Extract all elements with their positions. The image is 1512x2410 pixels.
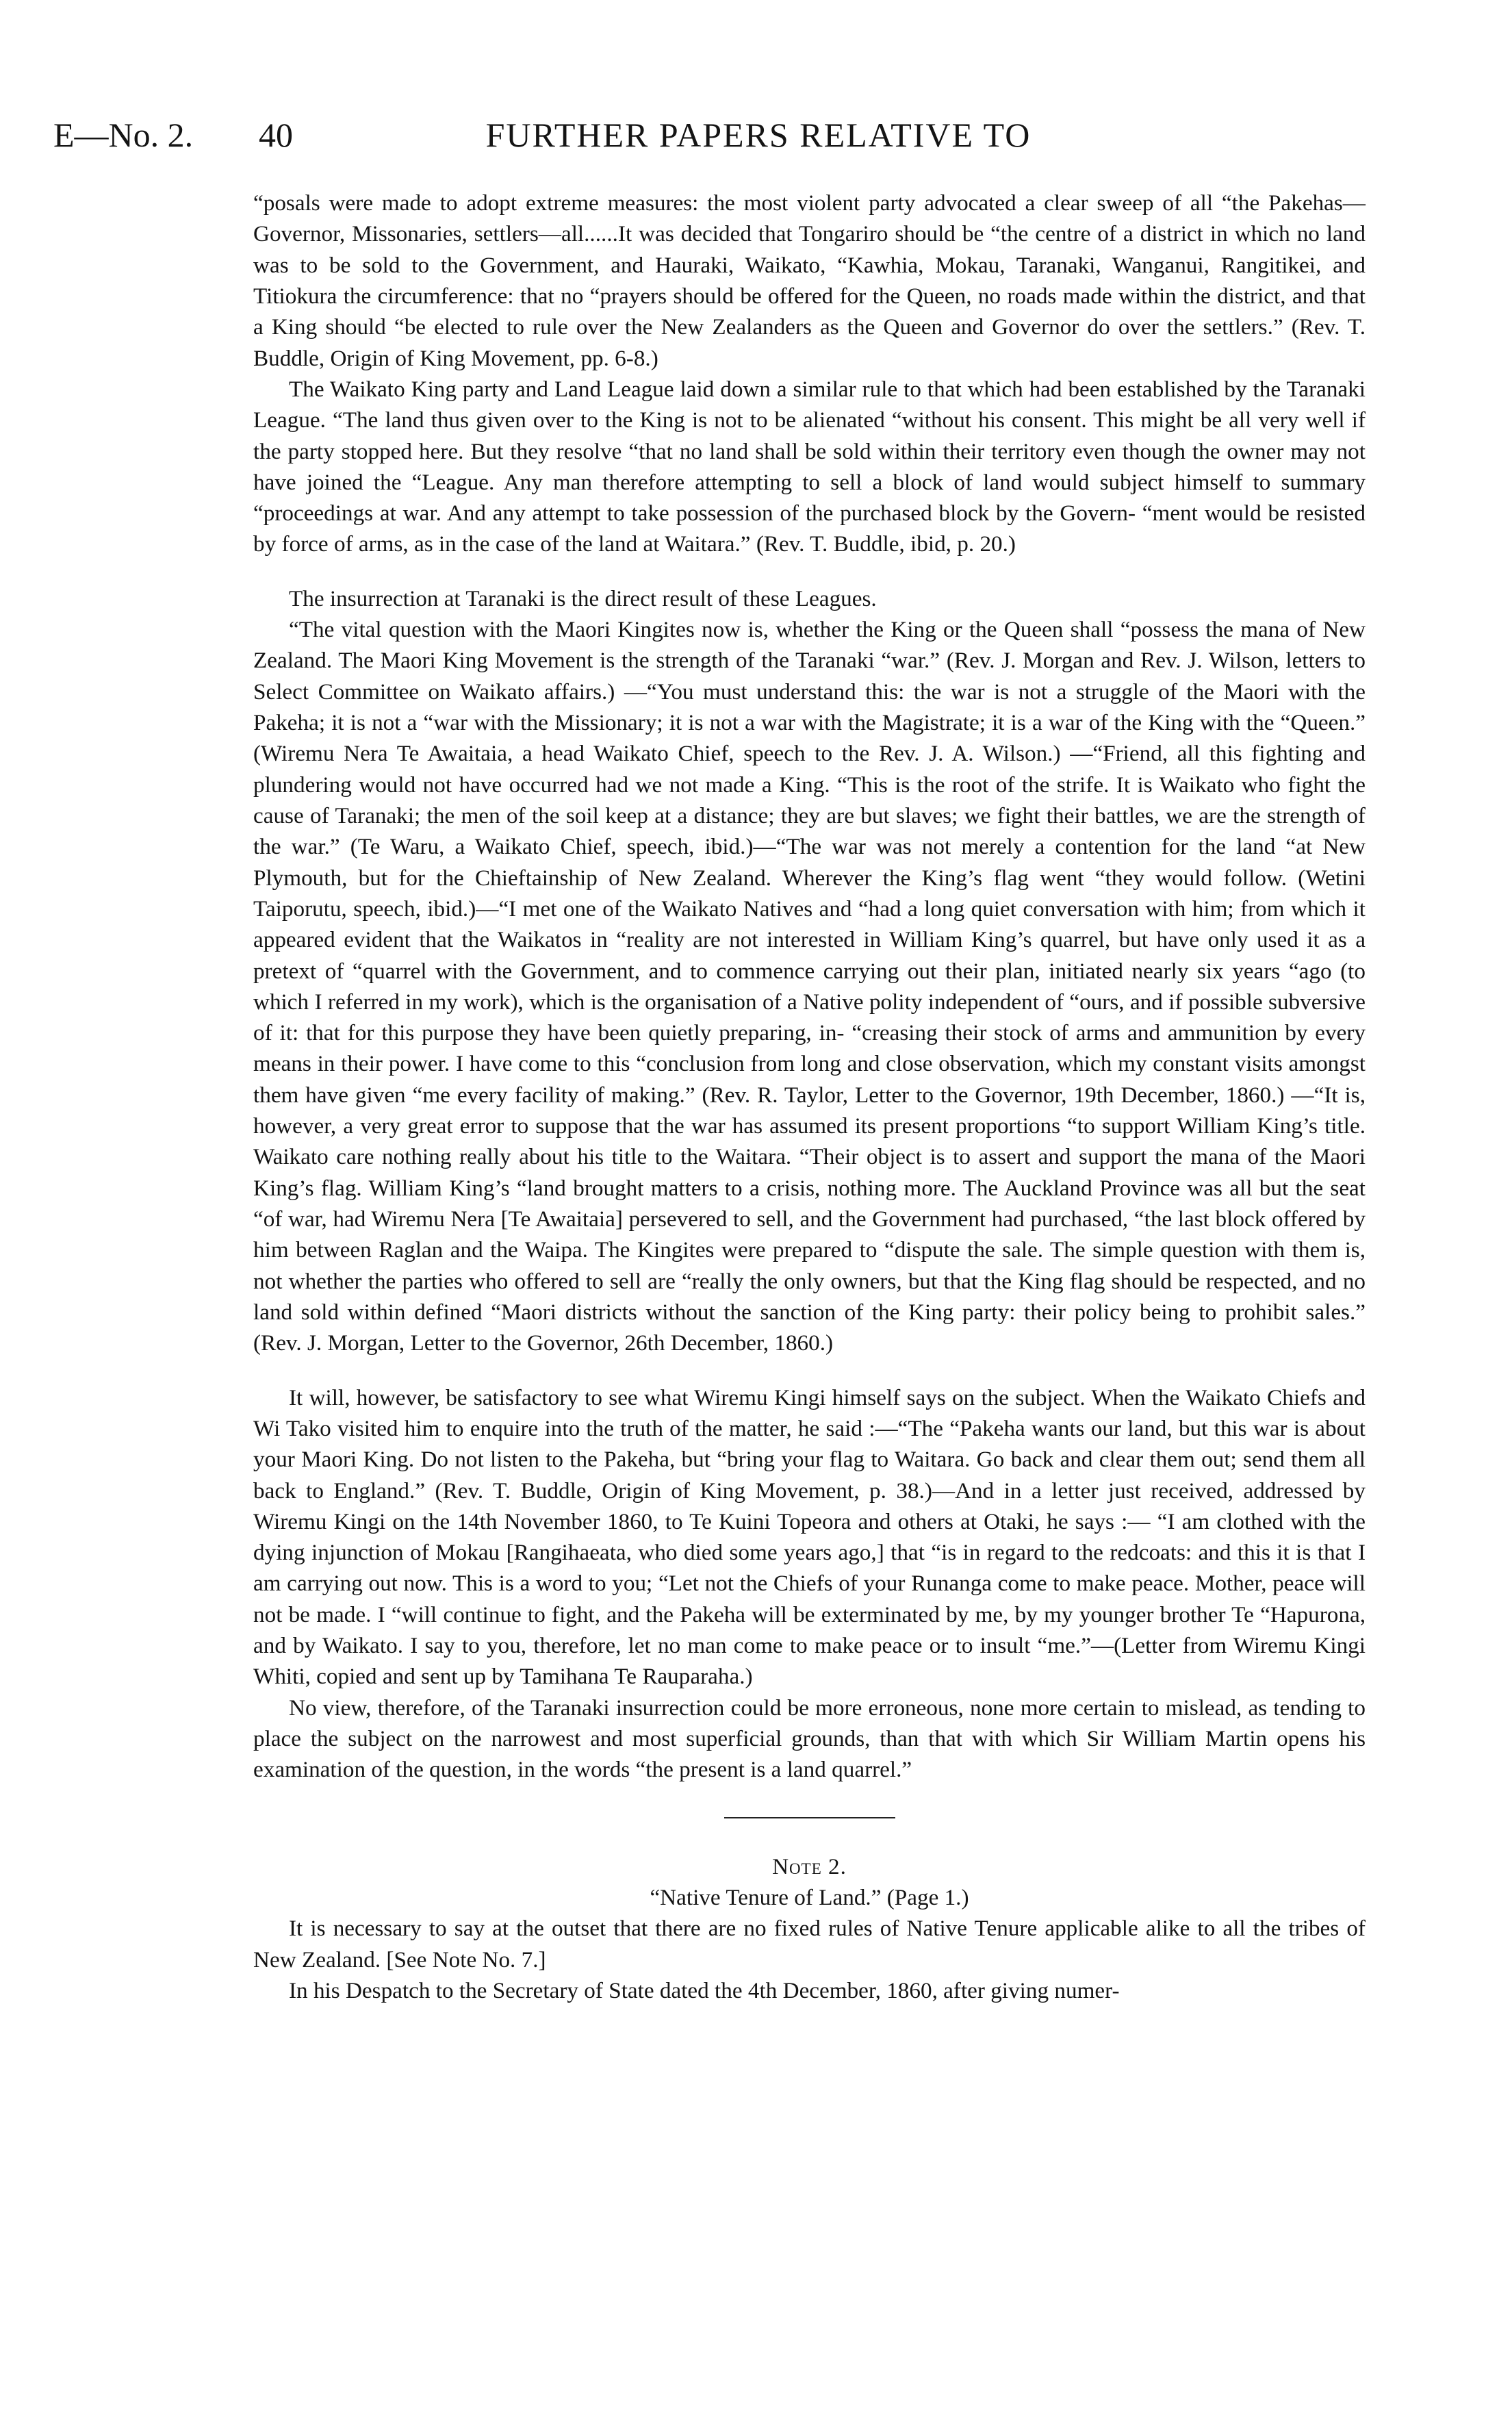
page-header <box>53 115 1463 170</box>
paper-reference: E—No. 2. <box>53 116 194 154</box>
body-text <box>253 188 1366 2006</box>
paragraph-wiremu-kingi: It will, however, be satisfactory to see what Wiremu Kingi himself says on the subject. When the Waikato Chiefs and Wi Tako visited him to enquire into the truth of the matter, he said :—“The “Pakeha wants our land, but this war is about your Maori King. Do not listen to the Pakeha, but “bring your flag to Waitara. Go back and clear them out; send them all back to England.” (Rev. T. Buddle, Origin of King Movement, p. 38.)—And in a letter just received, addressed by Wiremu Kingi on the 14th November 1860, to Te Kuini Topeora and others at Otaki, he says :— “I am clothed with the dying injunction of Mokau [Rangihaeata, who died some years ago,] that “is in regard to the redcoats: and this it is that I am carrying out now. This is a word to you; “Let not the Chiefs of your Runanga come to make peace. Mother, peace will not be made. I “will continue to fight, and the Pakeha will be exterminated by me, by my younger brother Te “Hapurona, and by Waikato. I say to you, therefore, let no man come to make peace or to insult “me.”—(Letter from Wiremu Kingi Whiti, copied and sent up by Tamihana Te Rauparaha.) <box>253 1384 1366 1690</box>
paragraph-native-tenure: It is necessary to say at the outset that there are no fixed rules of Native Tenure applicable alike to all the tribes of New Zealand. [See Note No. 7.] <box>253 1916 1366 1973</box>
paragraph-insurrection: The insurrection at Taranaki is the direct result of these Leagues. <box>289 585 877 611</box>
paragraph-despatch: In his Despatch to the Secretary of State dated the 4th December, 1860, after giving numer- <box>289 1977 1120 2003</box>
paragraph-quote-continuation: “posals were made to adopt extreme measures: the most violent party advocated a clear sweep of all “the Pakehas—Governor, Missonaries, settlers—all......It was decided that Tongariro should be “the centre of a district in which no land was to be sold to the Government, and Hauraki, Waikato, “Kawhia, Mokau, Taranaki, Wanganui, Rangitikei, and Titiokura the circumference: that no “prayers should be offered for the Queen, no roads made within the district, and that a King should “be elected to rule over the New Zealanders as the Queen and Governor do over the settlers.” (Rev. T. Buddle, Origin of King Movement, pp. 6-8.) <box>253 190 1366 371</box>
running-title: FURTHER PAPERS RELATIVE TO <box>485 116 1032 154</box>
section-divider <box>724 1817 895 1818</box>
page-number: 40 <box>259 116 293 154</box>
paragraph-conclusion: No view, therefore, of the Taranaki insurrection could be more erroneous, none more certain to mislead, as tending to place the subject on the narrowest and most superficial grounds, than that with which Sir William Martin opens his examination of the question, in the words “the present is a land quarrel.” <box>253 1695 1366 1783</box>
paragraph-land-league: The Waikato King party and Land League laid down a similar rule to that which had been established by the Taranaki League. “The land thus given over to the King is not to be alienated “without his consent. This might be all very well if the party stopped here. But they resolve “that no land shall be sold within their territory even though the owner may not have joined the “League. Any man therefore attempting to sell a block of land would subject himself to summary “proceedings at war. And any attempt to take possession of the purchased block by the Govern- “ment would be resisted by force of arms, as in the case of the land at Waitara.” (Rev. T. Buddle, ibid, p. 20.) <box>253 376 1366 557</box>
note-heading: Note 2. <box>772 1853 847 1879</box>
note-subtitle: “Native Tenure of Land.” (Page 1.) <box>650 1884 969 1910</box>
paragraph-kingite-quotes: “The vital question with the Maori Kingites now is, whether the King or the Queen shall “possess the mana of New Zealand. The Maori King Movement is the strength of the Taranaki “war.” (Rev. J. Morgan and Rev. J. Wilson, letters to Select Committee on Waikato affairs.) —“You must understand this: the war is not a struggle of the Maori with the Pakeha; it is not a “war with the Missionary; it is not a war with the Magistrate; it is a war of the King with the “Queen.” (Wiremu Nera Te Awaitaia, a head Waikato Chief, speech to the Rev. J. A. Wilson.) —“Friend, all this fighting and plundering would not have occurred had we not made a King. “This is the root of the strife. It is Waikato who fight the cause of Taranaki; the men of the soil keep at a distance; they are but slaves; we fight their battles, we are the strength of the war.” (Te Waru, a Waikato Chief, speech, ibid.)—“The war was not merely a contention for the land “at New Plymouth, but for the Chieftainship of New Zealand. Wherever the King’s flag went “they would follow. (Wetini Taiporutu, speech, ibid.)—“I met one of the Waikato Natives and “had a long quiet conversation with him; from which it appeared evident that the Waikatos in “reality are not interested in William King’s quarrel, but have only used it as a pretext of “quarrel with the Government, and to commence carrying out their plan, initiated nearly six years “ago (to which I referred in my work), which is the organisation of a Native polity independent of “ours, and if possible subversive of it: that for this purpose they have been quietly preparing, in- “creasing their stock of arms and ammunition by every means in their power. I have come to this “conclusion from long and close observation, which my constant visits amongst them have given “me every facility of making.” (Rev. R. Taylor, Letter to the Governor, 19th December, 1860.) —“It is, however, a very great error to suppose that the war has assumed its present proportions “to support William King’s title. Waikato care nothing really about his title to the Waitara. “Their object is to assert and support the mana of the Maori King’s flag. William King’s “land brought matters to a crisis, nothing more. The Auckland Province was all but the seat “of war, had Wiremu Nera [Te Awaitaia] persevered to sell, and the Government had purchased, “the last block offered by him between Raglan and the Waipa. The Kingites were prepared to “dispute the sale. The simple question with them is, not whether the parties who offered to sell are “really the only owners, but that the King flag should be respected, and no land sold within defined “Maori districts without the sanction of the King party: their policy being to prohibit sales.” (Rev. J. Morgan, Letter to the Governor, 26th December, 1860.) <box>253 617 1366 1356</box>
